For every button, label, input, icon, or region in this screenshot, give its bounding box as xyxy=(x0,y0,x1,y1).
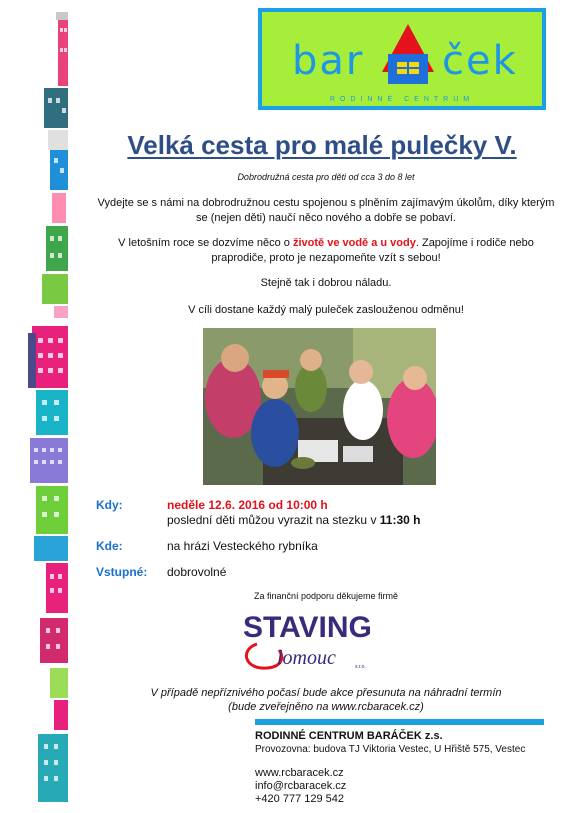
last-start-time: 11:30 h xyxy=(379,513,421,527)
staving-name: STAVING xyxy=(243,611,372,644)
theme-text-after: . Zapojíme i rodiče nebo praprodiče, proto je nezapomeňte vzít s sebou! xyxy=(211,237,534,264)
decorative-buildings-strip xyxy=(20,8,72,803)
sponsor-thanks: Za finanční podporu děkujeme firmě xyxy=(253,591,399,601)
weather-note-line1: V případě nepříznivého počasí bude akce přesunuta na náhradní termín xyxy=(150,687,502,699)
when-label: Kdy: xyxy=(96,498,123,512)
page-title: Velká cesta pro malé pulečky V. xyxy=(127,130,517,160)
logo-word-left: bar xyxy=(292,38,365,84)
event-subtitle: Dobrodružná cesta pro děti od cca 3 do 8 let xyxy=(237,172,415,182)
theme-text-before: V letošním roce se dozvíme něco o xyxy=(118,237,293,249)
last-start-text: poslední děti můžou vyrazit na stezku v xyxy=(167,513,380,527)
theme-highlight: životě ve vodě a u vody xyxy=(292,237,416,249)
staving-logo xyxy=(243,610,393,670)
children-photo xyxy=(203,328,436,485)
event-date-text: neděle 12.6. 2016 od 10:00 h xyxy=(167,498,328,512)
mood-paragraph: Stejně tak i dobrou náladu. xyxy=(260,277,392,289)
staving-suffix: s.r.o. xyxy=(355,664,366,670)
fee-value: dobrovolné xyxy=(167,565,227,579)
footer-web-link[interactable]: www.rcbaracek.cz xyxy=(255,767,344,779)
intro-paragraph: Vydejte se s námi na dobrodružnou cestu spojenou s plněním zajímavým úkolům, díky kterým se (nejen děti) naučí něco nového a dobře se pobaví. xyxy=(97,197,555,224)
weather-note-line2: (bude zveřejněno na www.rcbaracek.cz) xyxy=(228,701,424,713)
footer-email-link[interactable]: info@rcbaracek.cz xyxy=(255,780,347,792)
where-value: na hrázi Vesteckého rybníka xyxy=(167,539,318,553)
theme-paragraph xyxy=(96,236,556,266)
fee-label: Vstupné: xyxy=(96,565,148,579)
footer-org-name: RODINNÉ CENTRUM BARÁČEK z.s. xyxy=(255,730,443,742)
baracek-logo xyxy=(258,8,546,110)
footer-phone: +420 777 129 542 xyxy=(255,793,345,805)
staving-city: lomouc xyxy=(277,647,336,669)
house-icon xyxy=(380,22,436,88)
weather-note xyxy=(96,686,556,714)
logo-subtitle: RODINNÉ CENTRUM xyxy=(329,96,475,103)
reward-paragraph: V cíli dostane každý malý puleček zaslouženou odměnu! xyxy=(188,304,464,316)
footer-divider xyxy=(255,719,544,725)
last-start-note xyxy=(167,513,420,527)
where-label: Kde: xyxy=(96,539,123,553)
footer-address: Provozovna: budova TJ Viktoria Vestec, U Hřiště 575, Vestec xyxy=(255,744,526,755)
logo-word-right: ček xyxy=(442,38,518,84)
event-date xyxy=(167,498,328,512)
